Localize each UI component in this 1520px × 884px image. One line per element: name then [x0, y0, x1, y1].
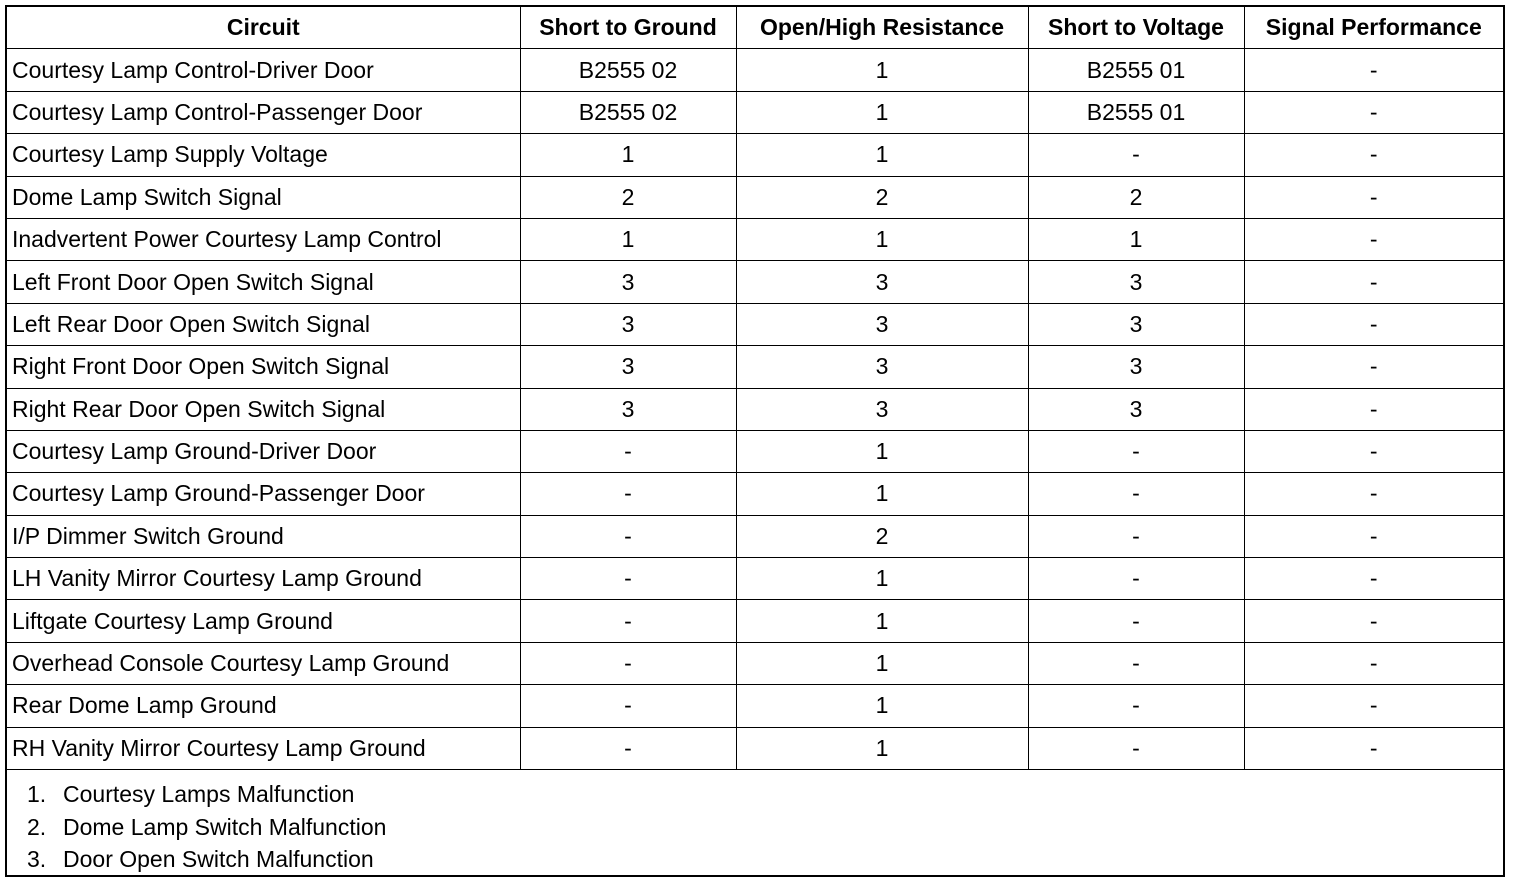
table-row	[7, 346, 1503, 388]
table-row	[7, 600, 1503, 642]
table-row	[7, 91, 1503, 133]
header-open-high-resistance: Open/High Resistance	[736, 7, 1028, 49]
cell-signal-performance: -	[1244, 134, 1503, 176]
table-row	[7, 218, 1503, 260]
cell-short-to-ground: 3	[520, 346, 736, 388]
table-row	[7, 558, 1503, 600]
cell-short-to-voltage: -	[1028, 558, 1244, 600]
cell-circuit: I/P Dimmer Switch Ground	[7, 515, 520, 557]
cell-short-to-ground: -	[520, 727, 736, 769]
cell-short-to-ground: 3	[520, 388, 736, 430]
table-row	[7, 388, 1503, 430]
cell-short-to-ground: 3	[520, 261, 736, 303]
footnote-number: 1.	[27, 781, 47, 808]
cell-short-to-ground: -	[520, 515, 736, 557]
cell-signal-performance: -	[1244, 176, 1503, 218]
cell-circuit: Courtesy Lamp Ground-Driver Door	[7, 430, 520, 472]
cell-short-to-voltage: -	[1028, 642, 1244, 684]
cell-signal-performance: -	[1244, 49, 1503, 91]
cell-open-high-resistance: 1	[736, 642, 1028, 684]
cell-circuit: Courtesy Lamp Control-Passenger Door	[7, 91, 520, 133]
cell-open-high-resistance: 3	[736, 303, 1028, 345]
footnote-number: 2.	[27, 813, 47, 840]
footnote-text: Courtesy Lamps Malfunction	[63, 781, 355, 808]
cell-circuit: Dome Lamp Switch Signal	[7, 176, 520, 218]
cell-short-to-ground: B2555 02	[520, 49, 736, 91]
header-circuit: Circuit	[7, 7, 520, 49]
cell-open-high-resistance: 1	[736, 49, 1028, 91]
cell-circuit: RH Vanity Mirror Courtesy Lamp Ground	[7, 727, 520, 769]
footnote-3	[27, 843, 1503, 876]
cell-circuit: Overhead Console Courtesy Lamp Ground	[7, 642, 520, 684]
cell-signal-performance: -	[1244, 346, 1503, 388]
cell-short-to-ground: -	[520, 600, 736, 642]
cell-signal-performance: -	[1244, 515, 1503, 557]
cell-open-high-resistance: 1	[736, 600, 1028, 642]
cell-signal-performance: -	[1244, 261, 1503, 303]
cell-circuit: Right Rear Door Open Switch Signal	[7, 388, 520, 430]
cell-short-to-voltage: B2555 01	[1028, 91, 1244, 133]
table-row	[7, 515, 1503, 557]
cell-short-to-ground: -	[520, 473, 736, 515]
cell-circuit: Courtesy Lamp Ground-Passenger Door	[7, 473, 520, 515]
cell-short-to-voltage: 3	[1028, 261, 1244, 303]
cell-open-high-resistance: 1	[736, 134, 1028, 176]
cell-open-high-resistance: 3	[736, 346, 1028, 388]
cell-circuit: LH Vanity Mirror Courtesy Lamp Ground	[7, 558, 520, 600]
header-short-to-ground: Short to Ground	[520, 7, 736, 49]
cell-open-high-resistance: 1	[736, 218, 1028, 260]
cell-open-high-resistance: 1	[736, 91, 1028, 133]
header-short-to-voltage: Short to Voltage	[1028, 7, 1244, 49]
footnote-1	[27, 778, 1503, 811]
diagnostic-table-frame	[5, 5, 1505, 877]
cell-circuit: Inadvertent Power Courtesy Lamp Control	[7, 218, 520, 260]
cell-signal-performance: -	[1244, 600, 1503, 642]
cell-short-to-ground: 1	[520, 218, 736, 260]
cell-circuit: Courtesy Lamp Supply Voltage	[7, 134, 520, 176]
cell-short-to-voltage: -	[1028, 727, 1244, 769]
footnote-number: 3.	[27, 846, 47, 873]
cell-circuit: Courtesy Lamp Control-Driver Door	[7, 49, 520, 91]
cell-short-to-ground: B2555 02	[520, 91, 736, 133]
cell-open-high-resistance: 1	[736, 430, 1028, 472]
cell-short-to-voltage: 1	[1028, 218, 1244, 260]
table-row	[7, 303, 1503, 345]
table-row	[7, 685, 1503, 727]
cell-signal-performance: -	[1244, 91, 1503, 133]
cell-signal-performance: -	[1244, 642, 1503, 684]
table-row	[7, 727, 1503, 769]
cell-short-to-ground: -	[520, 558, 736, 600]
footnote-2	[27, 811, 1503, 844]
cell-short-to-voltage: 3	[1028, 388, 1244, 430]
cell-short-to-voltage: -	[1028, 473, 1244, 515]
cell-signal-performance: -	[1244, 218, 1503, 260]
cell-short-to-ground: 3	[520, 303, 736, 345]
cell-short-to-voltage: -	[1028, 134, 1244, 176]
cell-open-high-resistance: 1	[736, 473, 1028, 515]
circuit-diagnostic-table	[7, 7, 1503, 770]
table-row	[7, 134, 1503, 176]
cell-short-to-voltage: -	[1028, 600, 1244, 642]
table-row	[7, 473, 1503, 515]
cell-open-high-resistance: 2	[736, 515, 1028, 557]
cell-circuit: Left Rear Door Open Switch Signal	[7, 303, 520, 345]
cell-circuit: Left Front Door Open Switch Signal	[7, 261, 520, 303]
cell-short-to-voltage: 3	[1028, 346, 1244, 388]
cell-signal-performance: -	[1244, 685, 1503, 727]
footnotes	[7, 770, 1503, 876]
cell-signal-performance: -	[1244, 473, 1503, 515]
cell-signal-performance: -	[1244, 727, 1503, 769]
cell-short-to-voltage: -	[1028, 430, 1244, 472]
header-signal-performance: Signal Performance	[1244, 7, 1503, 49]
cell-short-to-ground: 1	[520, 134, 736, 176]
cell-short-to-voltage: -	[1028, 685, 1244, 727]
cell-short-to-voltage: -	[1028, 515, 1244, 557]
cell-open-high-resistance: 1	[736, 727, 1028, 769]
cell-open-high-resistance: 3	[736, 388, 1028, 430]
cell-open-high-resistance: 2	[736, 176, 1028, 218]
footnote-text: Door Open Switch Malfunction	[63, 846, 374, 873]
table-row	[7, 261, 1503, 303]
table-row	[7, 642, 1503, 684]
header-row	[7, 7, 1503, 49]
table-row	[7, 430, 1503, 472]
cell-short-to-voltage: 3	[1028, 303, 1244, 345]
cell-signal-performance: -	[1244, 388, 1503, 430]
cell-circuit: Right Front Door Open Switch Signal	[7, 346, 520, 388]
footnote-text: Dome Lamp Switch Malfunction	[63, 813, 387, 840]
table-row	[7, 49, 1503, 91]
cell-open-high-resistance: 1	[736, 558, 1028, 600]
cell-short-to-voltage: 2	[1028, 176, 1244, 218]
cell-short-to-ground: 2	[520, 176, 736, 218]
cell-short-to-ground: -	[520, 642, 736, 684]
cell-open-high-resistance: 3	[736, 261, 1028, 303]
cell-circuit: Rear Dome Lamp Ground	[7, 685, 520, 727]
cell-signal-performance: -	[1244, 558, 1503, 600]
cell-short-to-voltage: B2555 01	[1028, 49, 1244, 91]
cell-open-high-resistance: 1	[736, 685, 1028, 727]
cell-signal-performance: -	[1244, 303, 1503, 345]
cell-circuit: Liftgate Courtesy Lamp Ground	[7, 600, 520, 642]
cell-short-to-ground: -	[520, 685, 736, 727]
cell-short-to-ground: -	[520, 430, 736, 472]
table-body	[7, 49, 1503, 770]
cell-signal-performance: -	[1244, 430, 1503, 472]
table-row	[7, 176, 1503, 218]
